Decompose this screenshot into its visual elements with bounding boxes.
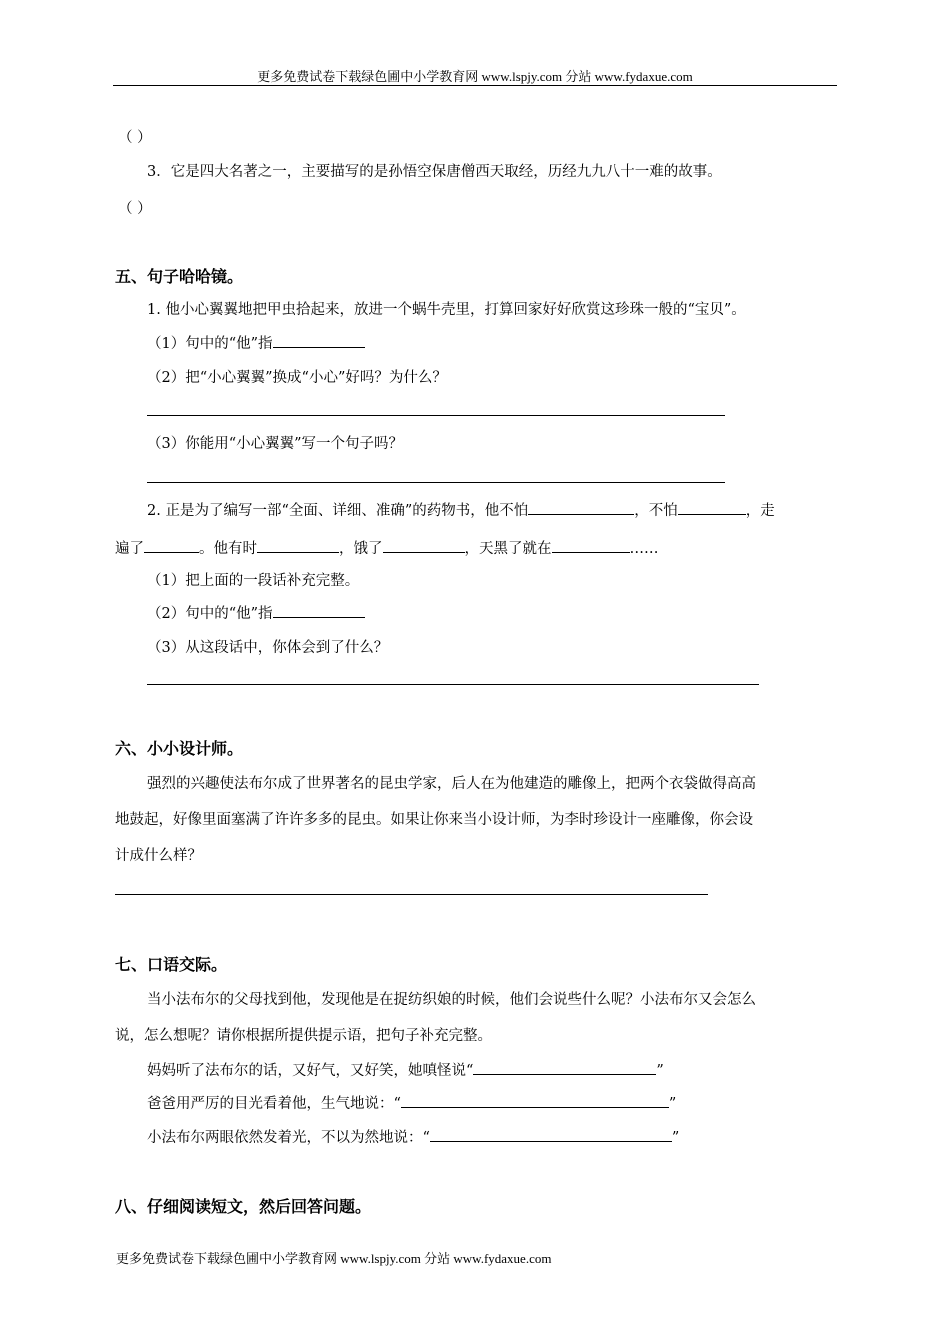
s5-1-q1-text: （1）句中的“他”指 (147, 336, 273, 352)
blank-dark[interactable] (552, 538, 630, 553)
s7-paragraph-line-1: 当小法布尔的父母找到他，发现他是在捉纺织娘的时候，他们会说些什么呢？小法布尔又会怎么 (147, 992, 756, 1008)
s5-sentence-1: 1. 他小心翼翼地把甲虫拾起来，放进一个蜗牛壳里，打算回家好好欣赏这珍珠一般的“宝贝”。 (147, 302, 746, 318)
blank-hungry[interactable] (383, 538, 465, 553)
s5-2-text-a: 2. 正是为了编写一部“全面、详细、准确”的药物书，他不怕 (147, 503, 529, 519)
s7-line-fabre (147, 1126, 679, 1147)
answer-line-s5-1-q2[interactable] (147, 415, 725, 416)
section-5-title: 五、句子哈哈镜。 (115, 267, 244, 286)
answer-line-s6[interactable] (115, 894, 708, 895)
s5-2-text-b: ，不怕 (634, 503, 678, 519)
s5-2-text-f: ，饿了 (339, 541, 383, 557)
section-7-title: 七、口语交际。 (115, 955, 228, 974)
blank-not-afraid-2[interactable] (678, 500, 746, 515)
s7-father-close-quote: ” (668, 1096, 677, 1112)
page-footer: 更多免费试卷下载绿色圃中小学教育网 www.lspjy.com 分站 www.fydaxue.com (116, 1251, 552, 1266)
answer-parens-3: （ ） (118, 201, 152, 217)
header-rule (113, 85, 837, 86)
s7-mother-text: 妈妈听了法布尔的话，又好气，又好笑，她嗔怪说“ (147, 1063, 474, 1079)
s5-2-text-d: 遍了 (115, 541, 144, 557)
s5-1-question-3: （3）你能用“小心翼翼”写一个句子吗？ (147, 436, 404, 452)
s5-2-question-3: （3）从这段话中，你体会到了什么？ (147, 640, 389, 656)
section-6-title: 六、小小设计师。 (115, 739, 244, 758)
blank-mother-says[interactable] (473, 1060, 656, 1075)
page-header: 更多免费试卷下载绿色圃中小学教育网 www.lspjy.com 分站 www.fydaxue.com (257, 69, 693, 84)
blank-fabre-says[interactable] (430, 1127, 672, 1142)
s5-2-text-c: ，走 (745, 503, 775, 519)
blank-father-says[interactable] (401, 1093, 669, 1108)
s5-2-q2-text: （2）句中的“他”指 (147, 606, 273, 622)
s7-fabre-text: 小法布尔两眼依然发着光，不以为然地说：“ (147, 1130, 430, 1146)
s7-line-mother (147, 1059, 664, 1080)
answer-line-s5-1-q3[interactable] (147, 482, 725, 483)
s6-paragraph-line-1: 强烈的兴趣使法布尔成了世界著名的昆虫学家，后人在为他建造的雕像上，把两个衣袋做得高高 (147, 776, 756, 792)
s5-2-text-e: 。他有时 (199, 541, 257, 557)
answer-parens-2: （ ） (118, 130, 152, 146)
s5-2-question-1: （1）把上面的一段话补充完整。 (147, 573, 360, 589)
s6-paragraph-line-3: 计成什么样？ (115, 848, 202, 864)
blank-he-refers-1[interactable] (273, 333, 365, 348)
s7-fabre-close-quote: ” (671, 1130, 680, 1146)
blank-not-afraid-1[interactable] (528, 500, 634, 515)
s7-line-father (147, 1092, 676, 1113)
answer-line-s5-2-q3[interactable] (147, 684, 759, 685)
blank-sometimes[interactable] (257, 538, 339, 553)
s5-2-question-2 (147, 602, 365, 623)
s5-2-text-h: …… (629, 541, 659, 557)
s5-sentence-2-line-1 (147, 499, 775, 520)
s5-2-text-g: ，天黑了就在 (464, 541, 552, 557)
s5-1-question-1 (147, 332, 365, 353)
s7-mother-close-quote: ” (656, 1063, 664, 1079)
s7-paragraph-line-2: 说，怎么想呢？请你根据所提供提示语，把句子补充完整。 (115, 1028, 492, 1044)
question-3: 3．它是四大名著之一，主要描写的是孙悟空保唐僧西天取经，历经九九八十一难的故事。 (147, 164, 722, 180)
section-8-title: 八、仔细阅读短文，然后回答问题。 (115, 1197, 372, 1216)
blank-walked[interactable] (144, 538, 199, 553)
blank-he-refers-2[interactable] (273, 603, 365, 618)
s7-father-text: 爸爸用严厉的目光看着他，生气地说：“ (147, 1096, 401, 1112)
s6-paragraph-line-2: 地鼓起，好像里面塞满了许许多多的昆虫。如果让你来当小设计师，为李时珍设计一座雕像，你会设 (115, 812, 753, 828)
s5-1-question-2: （2）把“小心翼翼”换成“小心”好吗？为什么？ (147, 370, 447, 386)
s5-sentence-2-line-2 (115, 537, 659, 558)
